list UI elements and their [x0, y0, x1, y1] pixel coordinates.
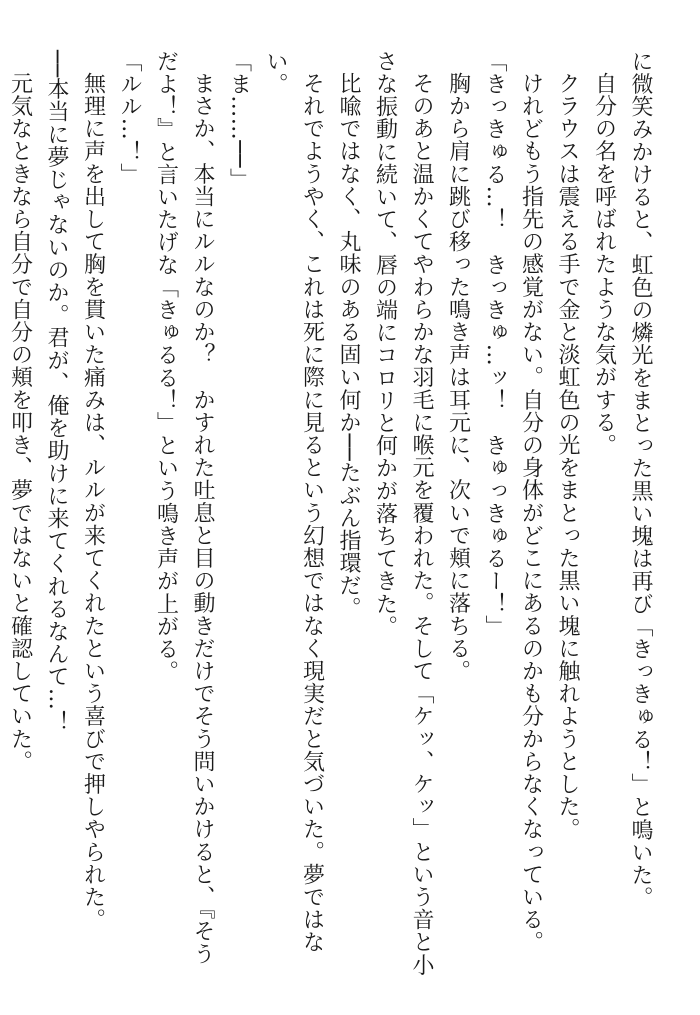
paragraph: まさか、本当にルルなのか？ かすれた吐息と目の動きだけでそう問いかけると、『そうだよ！』と言いたげな「きゅるる！」という鳴き声が上がる。: [153, 50, 215, 965]
paragraph: 自分の名を呼ばれたような気がする。: [591, 72, 617, 457]
vertical-text-body: [7, 50, 658, 980]
paragraph: それでようやく、これは死に際に見るという幻想ではなく現実だと気づいた。夢ではない。: [263, 50, 325, 954]
dialogue-line: 「ま……──」: [226, 50, 252, 191]
paragraph: に微笑みかけると、虹色の燐光をまとった黒い塊は再び「きっきゅる！」と鳴いた。: [628, 50, 653, 909]
paragraph: 元気なときなら自分で自分の頬を叩き、夢ではないと確認していた。: [7, 72, 33, 773]
paragraph: クラウスは震える手で金と淡虹色の光をまとった黒い塊に触れようとした。: [555, 72, 580, 841]
paragraph: けれどもう指先の感覚がない。自分の身体がどこにあるのかも分からなくなっている。: [518, 72, 544, 954]
paragraph: 比喩ではなく、丸味のある固い何か──たぶん指環だ。: [336, 72, 361, 620]
dialogue-line: 「ルル…！」: [117, 50, 142, 186]
dialogue-line: 「きっきゅる…！ きっきゅ…ッ！ きゅっきゅるー！」: [482, 50, 507, 638]
paragraph: そのあと温かくてやわらかな羽毛に喉元を覆われた。そして「ケッ、ケッ」という音と小さな振動に続いて、唇の端にコロリと何かが落ちてきた。: [372, 50, 434, 976]
paragraph: 胸から肩に跳び移った鳴き声は耳元に、次いで頬に落ちる。: [445, 72, 471, 683]
paragraph: 無理に声を出して胸を貫いた痛みは、ルルが来てくれたという喜びで押しやられた。: [80, 72, 106, 931]
thought-line: ──本当に夢じゃないのか。君が、俺を助けに来てくれるなんて…！: [44, 50, 69, 734]
